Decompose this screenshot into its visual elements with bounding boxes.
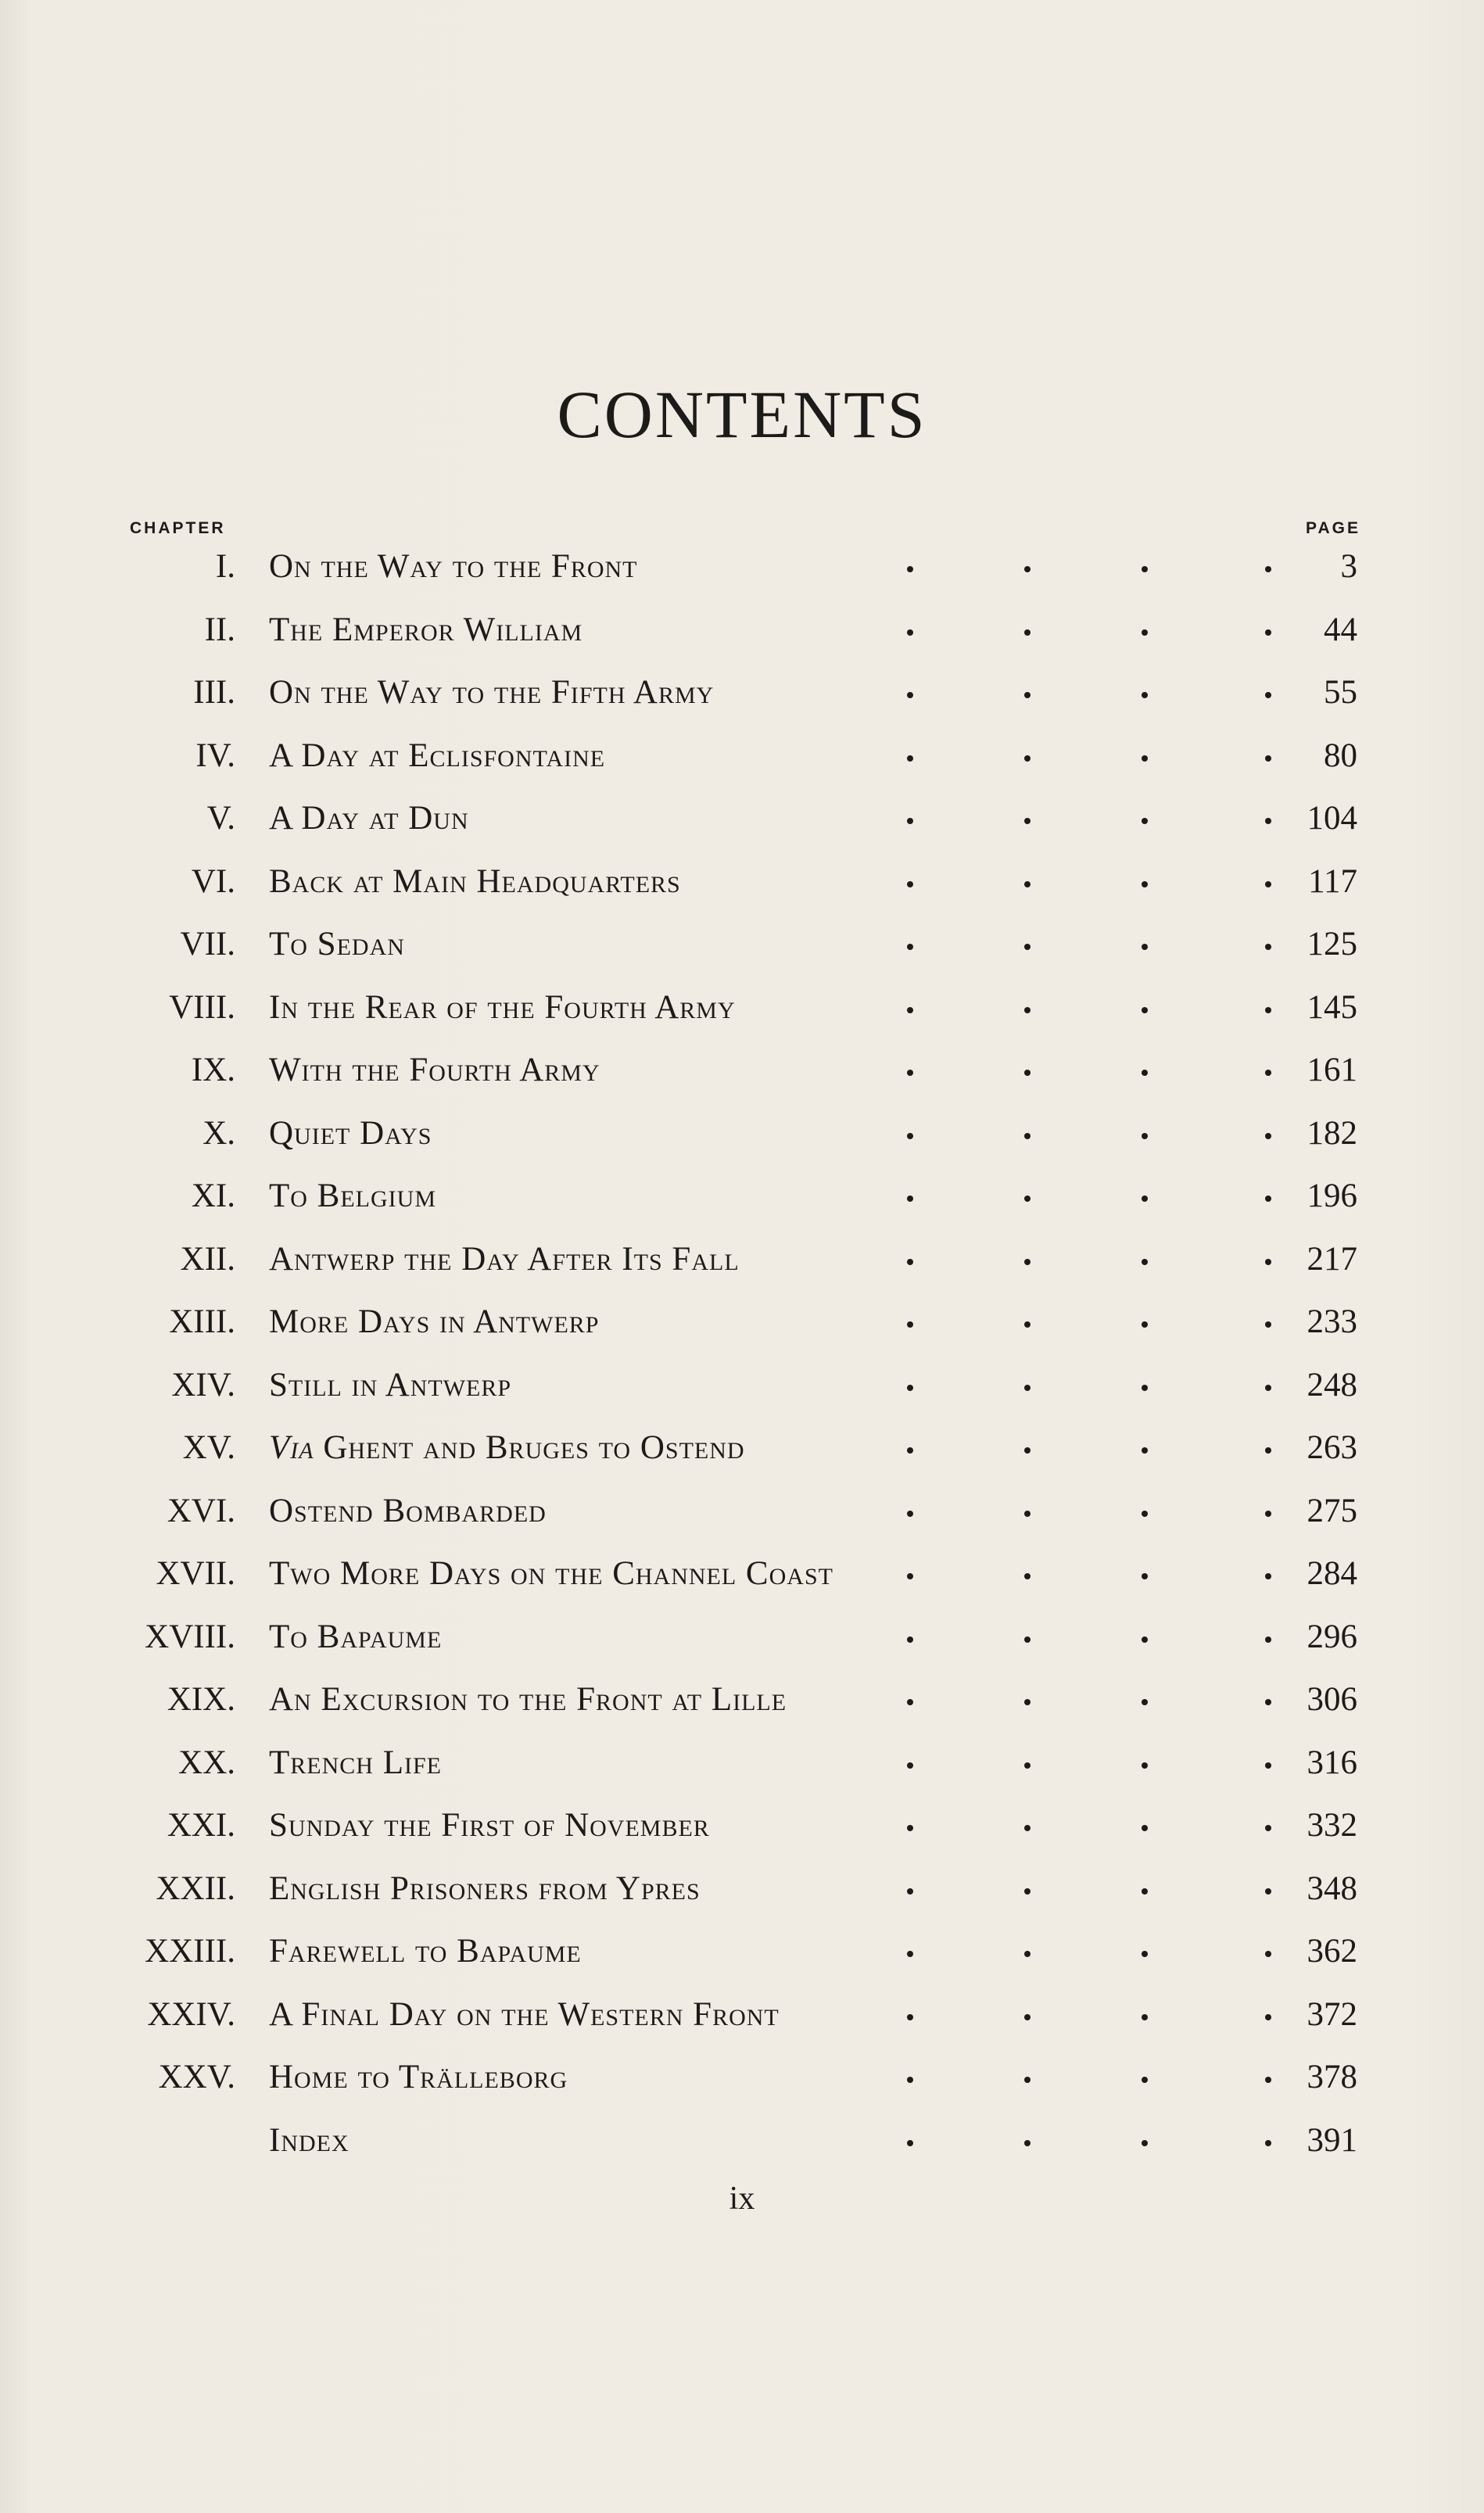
leader-dot bbox=[907, 1385, 913, 1391]
chapter-number: I. bbox=[215, 548, 235, 585]
leader-dot bbox=[1265, 1259, 1271, 1265]
chapter-number: XXI. bbox=[167, 1807, 235, 1844]
leader-dot bbox=[907, 1133, 913, 1139]
leader-dot bbox=[907, 1636, 913, 1643]
chapter-title bbox=[269, 673, 714, 712]
leader-dot bbox=[1265, 1699, 1271, 1705]
chapter-title-text: A Day at Eclisfontaine bbox=[269, 737, 606, 774]
leader-dot bbox=[907, 2140, 913, 2146]
chapter-title bbox=[269, 1618, 442, 1656]
chapter-title-text: Still in Antwerp bbox=[269, 1366, 512, 1403]
leader-dot bbox=[1024, 1259, 1031, 1265]
page-reference: 55 bbox=[1324, 674, 1357, 711]
leader-dot bbox=[907, 1951, 913, 1957]
page-reference: 125 bbox=[1307, 926, 1357, 963]
leader-dot bbox=[1142, 1825, 1148, 1831]
chapter-title bbox=[269, 611, 582, 649]
chapter-title bbox=[269, 988, 736, 1027]
leader-dot bbox=[1024, 1825, 1031, 1831]
chapter-title bbox=[269, 1429, 745, 1467]
leader-dot bbox=[1265, 1511, 1271, 1517]
toc-entry[interactable] bbox=[0, 1166, 1484, 1229]
chapter-number: V. bbox=[206, 800, 235, 837]
toc-entry[interactable] bbox=[0, 1355, 1484, 1418]
chapter-title bbox=[269, 1114, 432, 1153]
page-reference: 217 bbox=[1307, 1240, 1357, 1278]
leader-dot bbox=[907, 1007, 913, 1013]
chapter-number: XI. bbox=[191, 1178, 235, 1214]
leader-dot bbox=[1142, 818, 1148, 824]
chapter-number: XII. bbox=[180, 1240, 235, 1278]
chapter-title bbox=[269, 1680, 787, 1719]
leader-dot bbox=[1024, 1573, 1031, 1579]
chapter-title bbox=[269, 1554, 833, 1593]
leader-dot bbox=[1265, 944, 1271, 950]
leader-dot bbox=[1024, 1070, 1031, 1076]
leader-dot bbox=[1142, 944, 1148, 950]
leader-dot bbox=[1024, 1385, 1031, 1391]
chapter-title-text: English Prisoners from Ypres bbox=[269, 1870, 701, 1907]
toc-entry[interactable] bbox=[0, 600, 1484, 663]
leader-dot bbox=[1142, 629, 1148, 636]
page-reference: 296 bbox=[1307, 1618, 1357, 1655]
toc-entry[interactable] bbox=[0, 1418, 1484, 1481]
leader-dot bbox=[1265, 1825, 1271, 1831]
leader-dot bbox=[1142, 1762, 1148, 1769]
toc-entry[interactable] bbox=[0, 1669, 1484, 1733]
leader-dot bbox=[1142, 1321, 1148, 1328]
chapter-number: II. bbox=[204, 611, 235, 648]
chapter-number: XXII. bbox=[156, 1870, 235, 1907]
leader-dot bbox=[907, 755, 913, 762]
leader-dot bbox=[1265, 566, 1271, 572]
toc-entry[interactable] bbox=[0, 1607, 1484, 1670]
toc-entry[interactable] bbox=[0, 1795, 1484, 1859]
leader-dot bbox=[907, 1825, 913, 1831]
toc-entry[interactable] bbox=[0, 536, 1484, 600]
dot-leaders bbox=[0, 2121, 1484, 2168]
page-reference: 348 bbox=[1307, 1870, 1357, 1907]
chapter-title bbox=[269, 1240, 740, 1278]
leader-dot bbox=[907, 1573, 913, 1579]
leader-dot bbox=[907, 1196, 913, 1202]
toc-entry[interactable] bbox=[0, 1103, 1484, 1167]
toc-entry[interactable] bbox=[0, 2047, 1484, 2110]
leader-dot bbox=[907, 1321, 913, 1328]
leader-dot bbox=[907, 1259, 913, 1265]
leader-dot bbox=[1142, 1951, 1148, 1957]
leader-dot bbox=[907, 1762, 913, 1769]
toc-entry[interactable] bbox=[0, 1292, 1484, 1355]
chapter-title-italic: Via bbox=[269, 1429, 314, 1466]
leader-dot bbox=[1142, 2014, 1148, 2020]
leader-dot bbox=[1265, 755, 1271, 762]
page-reference: 44 bbox=[1324, 611, 1357, 648]
leader-dot bbox=[1142, 1888, 1148, 1895]
leader-dot bbox=[1142, 881, 1148, 887]
chapter-title bbox=[269, 799, 469, 837]
leader-dot bbox=[1024, 2014, 1031, 2020]
chapter-number: IV. bbox=[195, 737, 235, 774]
chapter-title-text: Home to Trälleborg bbox=[269, 2059, 568, 2095]
chapter-title bbox=[269, 2121, 349, 2160]
leader-dot bbox=[1024, 1007, 1031, 1013]
page-reference: 263 bbox=[1307, 1429, 1357, 1466]
chapter-title-text: Trench Life bbox=[269, 1744, 442, 1781]
chapter-title-text: In the Rear of the Fourth Army bbox=[269, 988, 736, 1026]
leader-dot bbox=[1142, 2140, 1148, 2146]
leader-dot bbox=[907, 2077, 913, 2083]
chapter-title-text: The Emperor William bbox=[269, 611, 583, 648]
leader-dot bbox=[1024, 1762, 1031, 1769]
leader-dot bbox=[907, 2014, 913, 2020]
chapter-title-text: Ostend Bombarded bbox=[269, 1492, 547, 1529]
leader-dot bbox=[1265, 1762, 1271, 1769]
chapter-number: XVII. bbox=[156, 1555, 235, 1592]
leader-dot bbox=[1265, 818, 1271, 824]
toc-entry[interactable] bbox=[0, 1040, 1484, 1103]
toc-entry[interactable] bbox=[0, 1984, 1484, 2048]
chapter-title bbox=[269, 1303, 599, 1341]
leader-dot bbox=[1265, 1321, 1271, 1328]
leader-dot bbox=[1024, 1321, 1031, 1328]
chapter-title-text: Index bbox=[269, 2121, 349, 2159]
page-reference: 161 bbox=[1307, 1052, 1357, 1088]
chapter-title bbox=[269, 1806, 710, 1844]
chapter-title-text: Sunday the First of November bbox=[269, 1807, 710, 1844]
page-column-header: PAGE bbox=[1306, 519, 1360, 537]
leader-dot bbox=[1142, 692, 1148, 698]
leader-dot bbox=[1265, 2014, 1271, 2020]
chapter-title-text: Two More Days on the Channel Coast bbox=[269, 1555, 833, 1592]
leader-dot bbox=[1024, 755, 1031, 762]
page-reference: 196 bbox=[1307, 1178, 1357, 1214]
chapter-number: III. bbox=[193, 674, 235, 711]
page-reference: 182 bbox=[1307, 1114, 1357, 1152]
chapter-title-text: To Belgium bbox=[269, 1178, 437, 1214]
toc-entry[interactable] bbox=[0, 1859, 1484, 1922]
page-reference: 80 bbox=[1324, 737, 1357, 774]
chapter-title-text: Quiet Days bbox=[269, 1114, 432, 1152]
leader-dot bbox=[907, 1447, 913, 1454]
toc-entry[interactable] bbox=[0, 2110, 1484, 2174]
chapter-title-text: An Excursion to the Front at Lille bbox=[269, 1681, 787, 1718]
chapter-title bbox=[269, 1177, 436, 1215]
chapter-number: XIII. bbox=[169, 1303, 235, 1340]
leader-dot bbox=[1142, 1573, 1148, 1579]
page-reference: 372 bbox=[1307, 1995, 1357, 2033]
leader-dot bbox=[1265, 881, 1271, 887]
toc-entry[interactable] bbox=[0, 726, 1484, 789]
chapter-title-text: Back at Main Headquarters bbox=[269, 862, 681, 900]
toc-entry[interactable] bbox=[0, 1481, 1484, 1544]
chapter-column-header: CHAPTER bbox=[130, 519, 226, 537]
leader-dot bbox=[907, 1888, 913, 1895]
chapter-number: IX. bbox=[191, 1052, 235, 1088]
leader-dot bbox=[1142, 1636, 1148, 1643]
leader-dot bbox=[1265, 1070, 1271, 1076]
page-reference: 117 bbox=[1308, 862, 1357, 900]
page-reference: 233 bbox=[1307, 1303, 1357, 1340]
page-reference: 391 bbox=[1307, 2121, 1357, 2159]
page-reference: 362 bbox=[1307, 1933, 1357, 1970]
page-reference: 145 bbox=[1307, 988, 1357, 1026]
leader-dot bbox=[1024, 1511, 1031, 1517]
leader-dot bbox=[1265, 1951, 1271, 1957]
chapter-title bbox=[269, 1932, 582, 1970]
leader-dot bbox=[1142, 1699, 1148, 1705]
leader-dot bbox=[1265, 1385, 1271, 1391]
leader-dot bbox=[1142, 1511, 1148, 1517]
page-reference: 284 bbox=[1307, 1555, 1357, 1592]
toc-entry[interactable] bbox=[0, 1733, 1484, 1796]
leader-dot bbox=[907, 566, 913, 572]
leader-dot bbox=[907, 944, 913, 950]
page-reference: 378 bbox=[1307, 2059, 1357, 2095]
chapter-title bbox=[269, 1492, 547, 1530]
leader-dot bbox=[1024, 692, 1031, 698]
table-of-contents bbox=[0, 536, 1484, 2173]
chapter-number: XXIII. bbox=[145, 1933, 235, 1970]
chapter-title-text: A Day at Dun bbox=[269, 800, 469, 837]
page-number: ix bbox=[729, 2181, 755, 2217]
leader-dot bbox=[907, 881, 913, 887]
leader-dot bbox=[1265, 692, 1271, 698]
page-title: CONTENTS bbox=[557, 377, 927, 452]
chapter-number: XXIV. bbox=[147, 1995, 235, 2033]
leader-dot bbox=[1024, 944, 1031, 950]
leader-dot bbox=[1024, 2140, 1031, 2146]
leader-dot bbox=[907, 629, 913, 636]
chapter-title-text: To Sedan bbox=[269, 926, 405, 963]
chapter-number: XIX. bbox=[167, 1681, 235, 1718]
toc-entry[interactable] bbox=[0, 788, 1484, 851]
leader-dot bbox=[1024, 1636, 1031, 1643]
toc-entry[interactable] bbox=[0, 851, 1484, 915]
chapter-title bbox=[269, 1870, 701, 1908]
chapter-number: XXV. bbox=[158, 2059, 235, 2095]
chapter-title-text: With the Fourth Army bbox=[269, 1052, 600, 1088]
chapter-title bbox=[269, 1051, 600, 1089]
page-reference: 248 bbox=[1307, 1366, 1357, 1403]
leader-dot bbox=[1265, 1447, 1271, 1454]
toc-entry[interactable] bbox=[0, 1921, 1484, 1984]
chapter-title bbox=[269, 925, 405, 963]
toc-entry[interactable] bbox=[0, 977, 1484, 1041]
chapter-number: VIII. bbox=[169, 988, 235, 1026]
leader-dot bbox=[1265, 1636, 1271, 1643]
chapter-title-text: On the Way to the Front bbox=[269, 548, 638, 585]
leader-dot bbox=[1265, 1133, 1271, 1139]
leader-dot bbox=[1024, 1951, 1031, 1957]
chapter-number: X. bbox=[203, 1114, 235, 1152]
chapter-title bbox=[269, 1366, 511, 1404]
leader-dot bbox=[1265, 1888, 1271, 1895]
chapter-title bbox=[269, 2058, 568, 2096]
leader-dot bbox=[1265, 2077, 1271, 2083]
chapter-number: XVIII. bbox=[145, 1618, 235, 1655]
toc-entry[interactable] bbox=[0, 662, 1484, 726]
leader-dot bbox=[1265, 2140, 1271, 2146]
chapter-title-text: To Bapaume bbox=[269, 1618, 443, 1655]
leader-dot bbox=[1142, 1070, 1148, 1076]
leader-dot bbox=[1024, 1196, 1031, 1202]
chapter-title bbox=[269, 1744, 442, 1782]
chapter-number: XX. bbox=[178, 1744, 235, 1781]
leader-dot bbox=[1142, 1007, 1148, 1013]
page-reference: 332 bbox=[1307, 1807, 1357, 1844]
leader-dot bbox=[907, 1699, 913, 1705]
leader-dot bbox=[1024, 2077, 1031, 2083]
toc-entry[interactable] bbox=[0, 1543, 1484, 1607]
page-reference: 104 bbox=[1307, 800, 1357, 837]
chapter-title-text: On the Way to the Fifth Army bbox=[269, 674, 715, 711]
leader-dot bbox=[907, 1070, 913, 1076]
page-reference: 316 bbox=[1307, 1744, 1357, 1781]
chapter-number: XVI. bbox=[167, 1492, 235, 1529]
chapter-title bbox=[269, 547, 638, 586]
chapter-title bbox=[269, 737, 605, 775]
leader-dot bbox=[907, 1511, 913, 1517]
leader-dot bbox=[1265, 1196, 1271, 1202]
chapter-number: XV. bbox=[182, 1429, 235, 1466]
leader-dot bbox=[1024, 1699, 1031, 1705]
chapter-title-text: A Final Day on the Western Front bbox=[269, 1995, 780, 2033]
toc-entry[interactable] bbox=[0, 914, 1484, 977]
leader-dot bbox=[1142, 1259, 1148, 1265]
chapter-number: VI. bbox=[191, 862, 235, 900]
leader-dot bbox=[1142, 1133, 1148, 1139]
toc-entry[interactable] bbox=[0, 1229, 1484, 1292]
leader-dot bbox=[1142, 566, 1148, 572]
chapter-title bbox=[269, 1995, 780, 2034]
page-reference: 3 bbox=[1340, 548, 1357, 585]
leader-dot bbox=[1265, 1573, 1271, 1579]
leader-dot bbox=[1142, 1447, 1148, 1454]
leader-dot bbox=[1265, 1007, 1271, 1013]
chapter-title-text: Farewell to Bapaume bbox=[269, 1933, 582, 1970]
leader-dot bbox=[907, 818, 913, 824]
leader-dot bbox=[907, 692, 913, 698]
leader-dot bbox=[1265, 629, 1271, 636]
leader-dot bbox=[1142, 1385, 1148, 1391]
leader-dot bbox=[1024, 818, 1031, 824]
chapter-title-text: More Days in Antwerp bbox=[269, 1303, 600, 1340]
chapter-title-text: Antwerp the Day After Its Fall bbox=[269, 1240, 740, 1278]
leader-dot bbox=[1142, 2077, 1148, 2083]
leader-dot bbox=[1024, 881, 1031, 887]
leader-dot bbox=[1024, 1133, 1031, 1139]
leader-dot bbox=[1142, 755, 1148, 762]
leader-dot bbox=[1024, 566, 1031, 572]
chapter-number: VII. bbox=[180, 926, 235, 963]
chapter-number: XIV. bbox=[171, 1366, 235, 1403]
chapter-title bbox=[269, 862, 681, 901]
page-reference: 306 bbox=[1307, 1681, 1357, 1718]
chapter-title-text: Ghent and Bruges to Ostend bbox=[323, 1429, 745, 1466]
leader-dot bbox=[1024, 1888, 1031, 1895]
page-reference: 275 bbox=[1307, 1492, 1357, 1529]
leader-dot bbox=[1142, 1196, 1148, 1202]
leader-dot bbox=[1024, 629, 1031, 636]
leader-dot bbox=[1024, 1447, 1031, 1454]
